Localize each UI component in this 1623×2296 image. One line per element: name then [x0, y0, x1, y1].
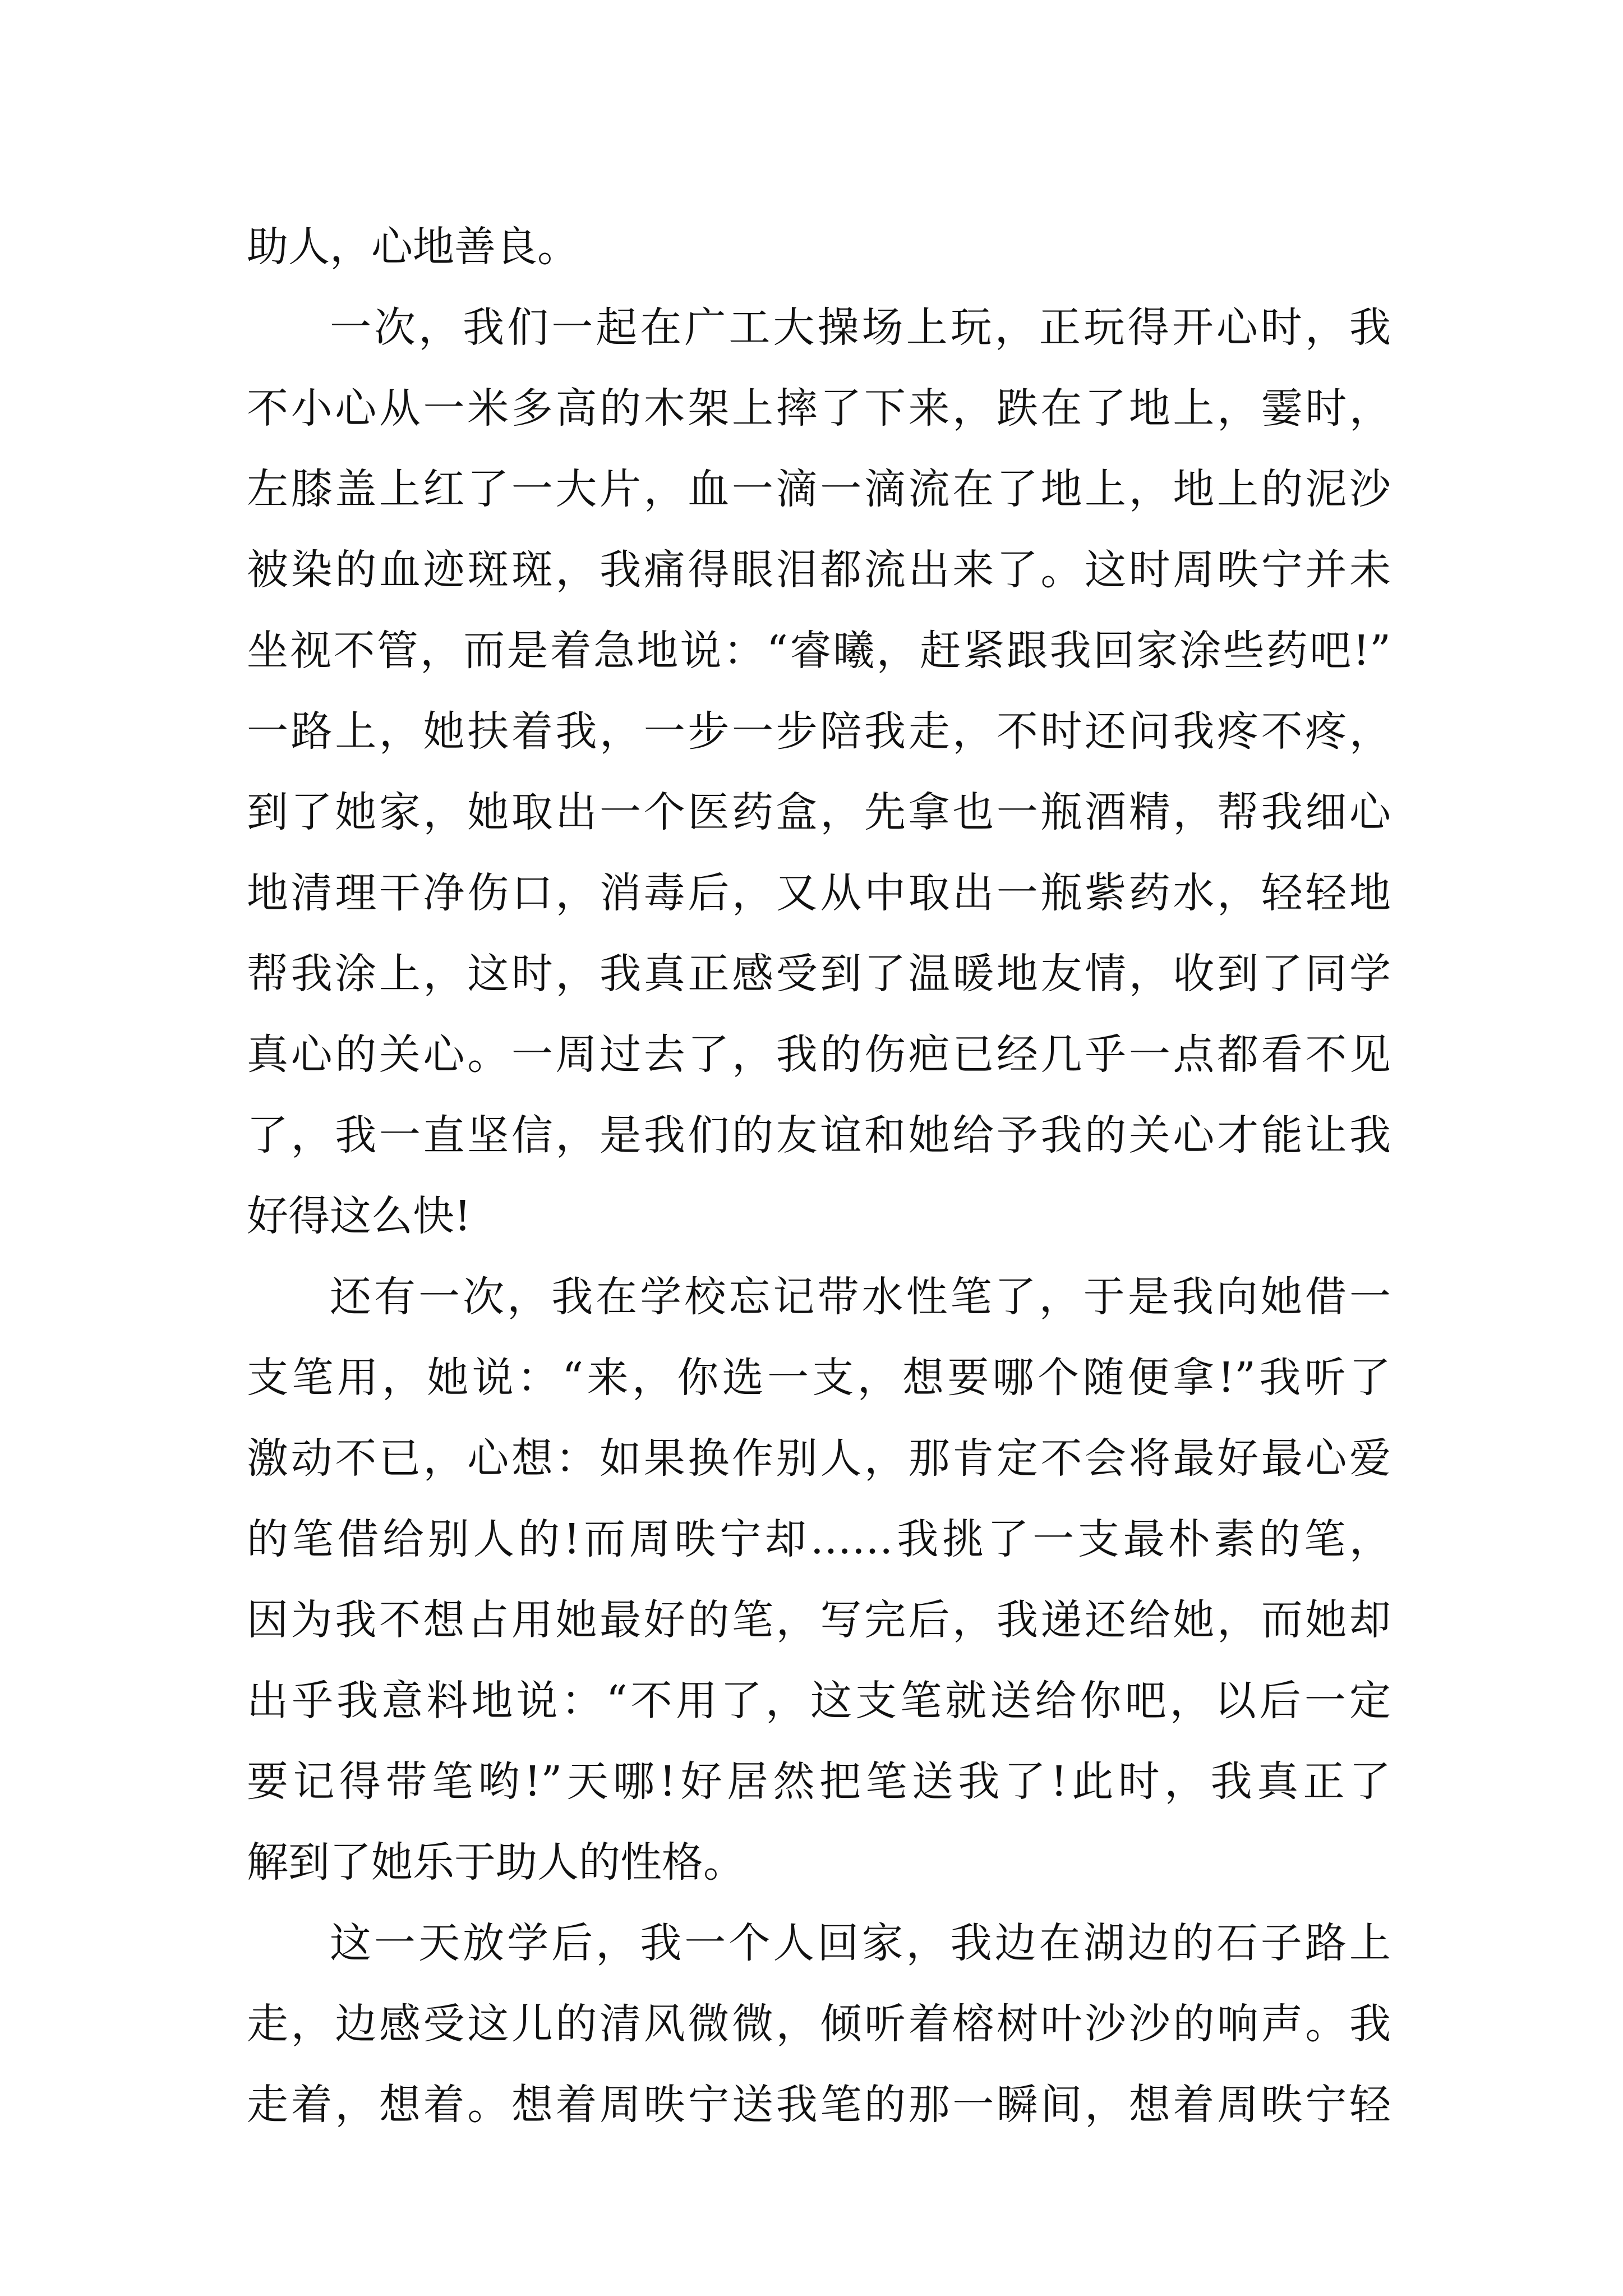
- text-line: 坐视不管，而是着急地说：“睿曦，赶紧跟我回家涂些药吧!”: [247, 627, 1391, 675]
- text-line: 要记得带笔哟!”天哪!好居然把笔送我了!此时，我真正了: [247, 1757, 1391, 1806]
- text-line: 真心的关心。一周过去了，我的伤疤已经几乎一点都看不见: [247, 1030, 1391, 1079]
- text-line: 解到了她乐于助人的性格。: [247, 1838, 745, 1887]
- text-line: 激动不已，心想：如果换作别人，那肯定不会将最好最心爱: [247, 1434, 1391, 1483]
- text-line: 因为我不想占用她最好的笔，写完后，我递还给她，而她却: [247, 1596, 1391, 1644]
- text-line: 走，边感受这儿的清风微微，倾听着榕树叶沙沙的响声。我: [247, 2000, 1391, 2048]
- paragraph-start-line: 还有一次，我在学校忘记带水性笔了，于是我向她借一: [330, 1273, 1391, 1321]
- text-line: 一路上，她扶着我，一步一步陪我走，不时还问我疼不疼，: [247, 707, 1391, 756]
- text-line: 了，我一直坚信，是我们的友谊和她给予我的关心才能让我: [247, 1111, 1391, 1159]
- paragraph-start-line: 一次，我们一起在广工大操场上玩，正玩得开心时，我: [330, 303, 1391, 352]
- text-line: 地清理干净伤口，消毒后，又从中取出一瓶紫药水，轻轻地: [247, 869, 1391, 917]
- text-line: 不小心从一米多高的木架上摔了下来，跌在了地上，霎时，: [247, 384, 1391, 432]
- text-line: 出乎我意料地说：“不用了，这支笔就送给你吧，以后一定: [247, 1677, 1391, 1725]
- text-line: 左膝盖上红了一大片，血一滴一滴流在了地上，地上的泥沙: [247, 465, 1391, 513]
- text-line: 到了她家，她取出一个医药盒，先拿也一瓶酒精，帮我细心: [247, 788, 1391, 836]
- paragraph-start-line: 这一天放学后，我一个人回家，我边在湖边的石子路上: [330, 1919, 1391, 1967]
- essay-text: [247, 206, 1391, 2145]
- text-line: 支笔用，她说：“来，你选一支，想要哪个随便拿!”我听了: [247, 1354, 1391, 1402]
- text-line: 好得这么快!: [247, 1192, 471, 1240]
- text-line: 帮我涂上，这时，我真正感受到了温暖地友情，收到了同学: [247, 950, 1391, 998]
- text-line: 走着，想着。想着周昳宁送我笔的那一瞬间，想着周昳宁轻: [247, 2081, 1391, 2129]
- text-line: 助人，心地善良。: [247, 223, 579, 271]
- text-line: 被染的血迹斑斑，我痛得眼泪都流出来了。这时周昳宁并未: [247, 546, 1391, 594]
- text-line: 的笔借给别人的!而周昳宁却……我挑了一支最朴素的笔，: [247, 1515, 1391, 1563]
